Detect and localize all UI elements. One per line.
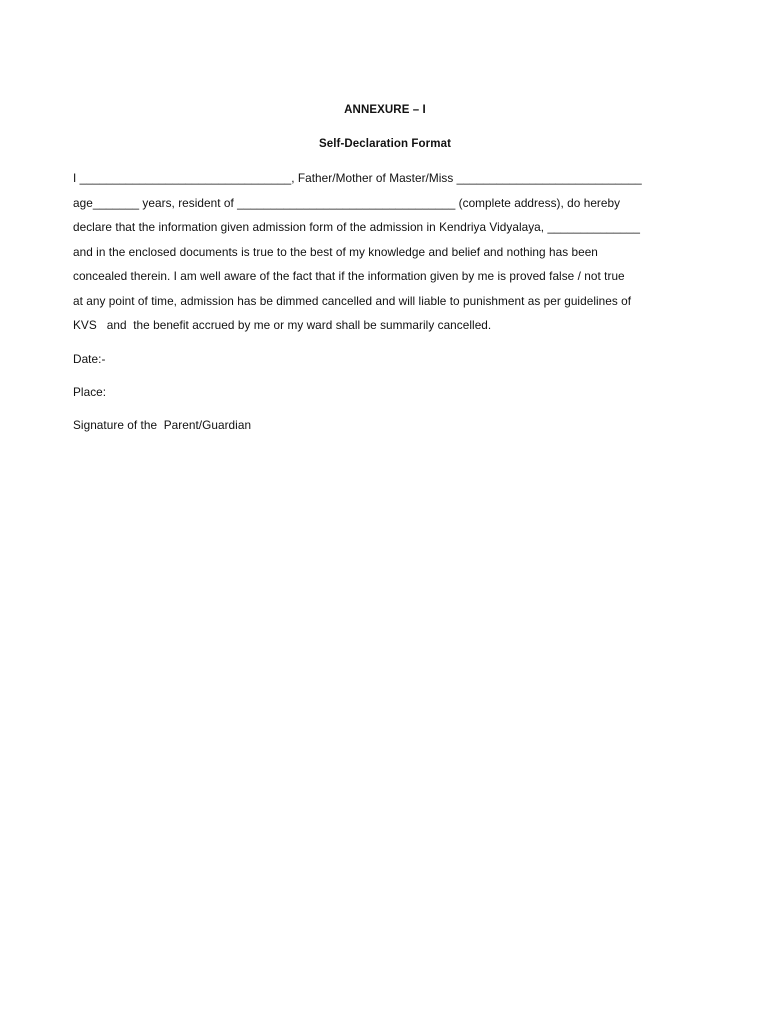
declaration-line-7: KVS and the benefit accrued by me or my ward shall be summarily cancelled. [73, 318, 492, 332]
place-label: Place: [73, 385, 107, 399]
declaration-line-2: age_______ years, resident of _________________________________ (complete address), do hereby [73, 196, 621, 210]
declaration-line-3: declare that the information given admission form of the admission in Kendriya Vidyalaya, ______________ [73, 220, 640, 234]
declaration-line-6: at any point of time, admission has be dimmed cancelled and will liable to punishment as per guidelines of [73, 294, 632, 308]
annexure-title: ANNEXURE – I [344, 104, 426, 116]
signature-label: Signature of the Parent/Guardian [73, 418, 252, 432]
declaration-line-1: I ________________________________, Father/Mother of Master/Miss ____________________________ [73, 171, 642, 185]
document-subtitle: Self-Declaration Format [318, 138, 452, 150]
declaration-line-4: and in the enclosed documents is true to the best of my knowledge and belief and nothing has been [73, 245, 598, 259]
declaration-line-5: concealed therein. I am well aware of the fact that if the information given by me is proved false / not true [73, 269, 625, 283]
date-label: Date:- [73, 352, 106, 366]
